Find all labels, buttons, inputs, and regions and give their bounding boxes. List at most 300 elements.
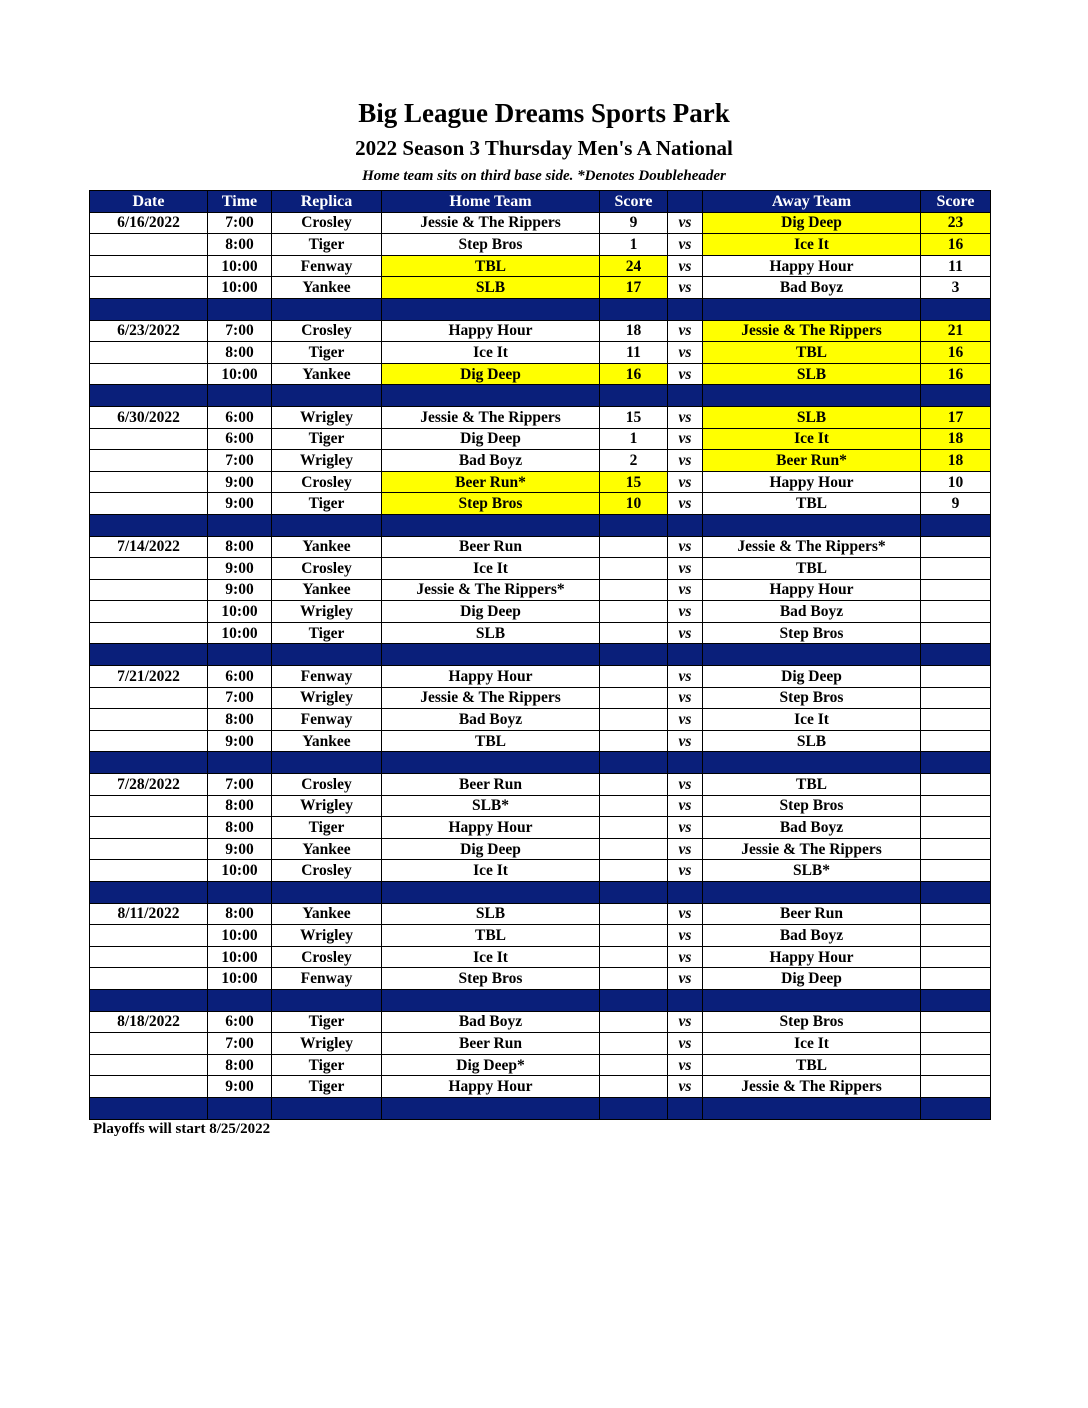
separator-cell: [208, 298, 272, 320]
away-score: [921, 579, 991, 601]
away-score: 18: [921, 428, 991, 450]
home-team: Dig Deep: [382, 838, 600, 860]
separator-cell: [90, 1097, 208, 1119]
separator-cell: [208, 752, 272, 774]
vs-label: vs: [668, 363, 703, 385]
game-row: [90, 255, 991, 277]
separator-cell: [668, 514, 703, 536]
vs-label: vs: [668, 558, 703, 580]
game-row: [90, 946, 991, 968]
separator-cell: [703, 298, 921, 320]
game-time: 6:00: [208, 666, 272, 688]
vs-label: vs: [668, 579, 703, 601]
away-team: Happy Hour: [703, 471, 921, 493]
game-date: 7/14/2022: [90, 536, 208, 558]
separator-cell: [703, 1097, 921, 1119]
game-date: [90, 795, 208, 817]
separator-cell: [921, 882, 991, 904]
game-row: [90, 579, 991, 601]
separator-cell: [90, 514, 208, 536]
separator-cell: [600, 644, 668, 666]
away-score: [921, 709, 991, 731]
game-time: 7:00: [208, 320, 272, 342]
away-score: 21: [921, 320, 991, 342]
away-score: [921, 687, 991, 709]
header-home-score: Score: [600, 191, 668, 213]
away-team: Bad Boyz: [703, 601, 921, 623]
home-score: [600, 903, 668, 925]
game-row: [90, 1076, 991, 1098]
separator-cell: [272, 385, 382, 407]
home-team: Jessie & The Rippers: [382, 687, 600, 709]
game-date: [90, 730, 208, 752]
vs-label: vs: [668, 709, 703, 731]
vs-label: vs: [668, 471, 703, 493]
game-row: [90, 1054, 991, 1076]
vs-label: vs: [668, 730, 703, 752]
game-row: [90, 234, 991, 256]
home-team: Step Bros: [382, 234, 600, 256]
game-replica: Fenway: [272, 709, 382, 731]
vs-label: vs: [668, 406, 703, 428]
home-team: Step Bros: [382, 968, 600, 990]
game-time: 10:00: [208, 622, 272, 644]
home-team: Bad Boyz: [382, 709, 600, 731]
game-time: 9:00: [208, 730, 272, 752]
game-replica: Fenway: [272, 255, 382, 277]
away-team: Dig Deep: [703, 968, 921, 990]
game-time: 10:00: [208, 925, 272, 947]
away-score: 23: [921, 212, 991, 234]
separator-cell: [703, 644, 921, 666]
game-date: [90, 925, 208, 947]
away-score: [921, 730, 991, 752]
away-team: SLB: [703, 730, 921, 752]
separator-cell: [703, 385, 921, 407]
game-replica: Wrigley: [272, 406, 382, 428]
separator-cell: [921, 298, 991, 320]
away-team: Dig Deep: [703, 666, 921, 688]
game-time: 6:00: [208, 406, 272, 428]
away-score: 9: [921, 493, 991, 515]
vs-label: vs: [668, 601, 703, 623]
game-time: 9:00: [208, 471, 272, 493]
away-team: SLB: [703, 363, 921, 385]
game-time: 9:00: [208, 838, 272, 860]
game-date: [90, 622, 208, 644]
home-team: Ice It: [382, 946, 600, 968]
game-replica: Crosley: [272, 946, 382, 968]
home-score: 2: [600, 450, 668, 472]
week-separator: [90, 989, 991, 1011]
away-score: [921, 1011, 991, 1033]
vs-label: vs: [668, 277, 703, 299]
game-row: [90, 558, 991, 580]
home-score: 15: [600, 406, 668, 428]
away-score: [921, 817, 991, 839]
home-team: SLB*: [382, 795, 600, 817]
game-row: [90, 601, 991, 623]
home-team: TBL: [382, 255, 600, 277]
home-team: Bad Boyz: [382, 450, 600, 472]
away-score: 16: [921, 363, 991, 385]
home-team: Beer Run: [382, 536, 600, 558]
game-date: 6/30/2022: [90, 406, 208, 428]
game-time: 9:00: [208, 579, 272, 601]
game-time: 10:00: [208, 363, 272, 385]
vs-label: vs: [668, 774, 703, 796]
away-score: [921, 838, 991, 860]
away-team: Dig Deep: [703, 212, 921, 234]
separator-cell: [600, 989, 668, 1011]
away-score: 17: [921, 406, 991, 428]
game-date: [90, 946, 208, 968]
game-date: 6/23/2022: [90, 320, 208, 342]
game-date: [90, 687, 208, 709]
separator-cell: [208, 882, 272, 904]
separator-cell: [921, 752, 991, 774]
vs-label: vs: [668, 860, 703, 882]
vs-label: vs: [668, 1033, 703, 1055]
home-score: [600, 1076, 668, 1098]
away-score: [921, 666, 991, 688]
game-date: [90, 601, 208, 623]
away-team: Ice It: [703, 709, 921, 731]
away-team: Step Bros: [703, 1011, 921, 1033]
page-subtitle: 2022 Season 3 Thursday Men's A National: [355, 136, 733, 160]
header-away-score: Score: [921, 191, 991, 213]
separator-cell: [703, 882, 921, 904]
away-score: [921, 1033, 991, 1055]
game-time: 7:00: [208, 1033, 272, 1055]
separator-cell: [668, 989, 703, 1011]
vs-label: vs: [668, 925, 703, 947]
away-score: [921, 774, 991, 796]
separator-cell: [90, 989, 208, 1011]
game-replica: Tiger: [272, 1011, 382, 1033]
game-row: [90, 838, 991, 860]
game-row: [90, 795, 991, 817]
away-team: Bad Boyz: [703, 817, 921, 839]
game-replica: Tiger: [272, 428, 382, 450]
separator-cell: [600, 514, 668, 536]
page-title: Big League Dreams Sports Park: [358, 98, 730, 128]
separator-cell: [272, 752, 382, 774]
game-time: 8:00: [208, 903, 272, 925]
game-replica: Tiger: [272, 1076, 382, 1098]
away-team: Beer Run*: [703, 450, 921, 472]
separator-cell: [382, 514, 600, 536]
separator-cell: [921, 989, 991, 1011]
separator-cell: [208, 514, 272, 536]
game-date: [90, 471, 208, 493]
separator-cell: [668, 385, 703, 407]
away-team: Happy Hour: [703, 255, 921, 277]
game-date: [90, 342, 208, 364]
game-row: [90, 730, 991, 752]
game-replica: Yankee: [272, 277, 382, 299]
game-date: [90, 493, 208, 515]
home-team: Happy Hour: [382, 666, 600, 688]
separator-cell: [703, 514, 921, 536]
away-score: 16: [921, 342, 991, 364]
separator-cell: [382, 298, 600, 320]
game-time: 10:00: [208, 255, 272, 277]
game-date: [90, 860, 208, 882]
footer-note: Playoffs will start 8/25/2022: [93, 1121, 271, 1137]
separator-cell: [668, 752, 703, 774]
home-score: [600, 709, 668, 731]
home-score: 17: [600, 277, 668, 299]
away-score: [921, 968, 991, 990]
separator-cell: [921, 644, 991, 666]
game-time: 7:00: [208, 687, 272, 709]
away-score: [921, 536, 991, 558]
header-vs: [668, 191, 703, 213]
separator-cell: [272, 298, 382, 320]
vs-label: vs: [668, 234, 703, 256]
home-team: Jessie & The Rippers*: [382, 579, 600, 601]
away-score: [921, 946, 991, 968]
home-team: Dig Deep: [382, 601, 600, 623]
game-row: [90, 406, 991, 428]
game-date: 7/28/2022: [90, 774, 208, 796]
game-row: [90, 536, 991, 558]
game-replica: Crosley: [272, 320, 382, 342]
game-replica: Yankee: [272, 903, 382, 925]
game-time: 8:00: [208, 1054, 272, 1076]
home-team: TBL: [382, 730, 600, 752]
header-replica: Replica: [272, 191, 382, 213]
game-replica: Wrigley: [272, 925, 382, 947]
separator-cell: [668, 1097, 703, 1119]
home-score: 1: [600, 234, 668, 256]
away-team: Happy Hour: [703, 579, 921, 601]
game-time: 8:00: [208, 342, 272, 364]
home-score: [600, 946, 668, 968]
home-score: [600, 860, 668, 882]
away-team: TBL: [703, 342, 921, 364]
separator-cell: [90, 752, 208, 774]
header-away-team: Away Team: [703, 191, 921, 213]
header-time: Time: [208, 191, 272, 213]
away-team: Ice It: [703, 428, 921, 450]
away-score: 16: [921, 234, 991, 256]
game-date: 8/18/2022: [90, 1011, 208, 1033]
separator-cell: [272, 1097, 382, 1119]
away-score: 18: [921, 450, 991, 472]
game-row: [90, 968, 991, 990]
home-score: [600, 558, 668, 580]
home-team: Happy Hour: [382, 1076, 600, 1098]
separator-cell: [272, 989, 382, 1011]
game-row: [90, 342, 991, 364]
separator-cell: [272, 644, 382, 666]
game-replica: Wrigley: [272, 1033, 382, 1055]
home-score: [600, 622, 668, 644]
game-row: [90, 709, 991, 731]
away-team: Step Bros: [703, 687, 921, 709]
game-time: 8:00: [208, 709, 272, 731]
game-date: [90, 450, 208, 472]
separator-cell: [382, 989, 600, 1011]
home-team: Beer Run: [382, 1033, 600, 1055]
away-score: [921, 925, 991, 947]
header-home-team: Home Team: [382, 191, 600, 213]
separator-cell: [208, 385, 272, 407]
separator-cell: [90, 298, 208, 320]
home-score: [600, 968, 668, 990]
vs-label: vs: [668, 946, 703, 968]
home-score: [600, 795, 668, 817]
game-row: [90, 493, 991, 515]
game-time: 8:00: [208, 817, 272, 839]
week-separator: [90, 752, 991, 774]
week-separator: [90, 644, 991, 666]
home-team: Step Bros: [382, 493, 600, 515]
home-score: 1: [600, 428, 668, 450]
away-score: [921, 903, 991, 925]
game-time: 8:00: [208, 234, 272, 256]
game-time: 9:00: [208, 493, 272, 515]
vs-label: vs: [668, 493, 703, 515]
separator-cell: [382, 752, 600, 774]
game-date: 8/11/2022: [90, 903, 208, 925]
away-score: [921, 601, 991, 623]
game-replica: Yankee: [272, 363, 382, 385]
home-score: 16: [600, 363, 668, 385]
vs-label: vs: [668, 255, 703, 277]
away-team: SLB: [703, 406, 921, 428]
game-replica: Yankee: [272, 730, 382, 752]
separator-cell: [90, 644, 208, 666]
week-separator: [90, 514, 991, 536]
vs-label: vs: [668, 212, 703, 234]
separator-cell: [90, 882, 208, 904]
separator-cell: [208, 644, 272, 666]
separator-cell: [921, 385, 991, 407]
game-replica: Tiger: [272, 234, 382, 256]
game-replica: Wrigley: [272, 687, 382, 709]
home-team: Dig Deep: [382, 428, 600, 450]
vs-label: vs: [668, 1054, 703, 1076]
away-score: 11: [921, 255, 991, 277]
schedule-table: [89, 190, 991, 1120]
game-row: [90, 666, 991, 688]
game-replica: Yankee: [272, 579, 382, 601]
vs-label: vs: [668, 968, 703, 990]
home-score: 24: [600, 255, 668, 277]
game-time: 7:00: [208, 450, 272, 472]
game-date: [90, 234, 208, 256]
separator-cell: [382, 385, 600, 407]
home-score: [600, 1011, 668, 1033]
separator-cell: [382, 1097, 600, 1119]
vs-label: vs: [668, 536, 703, 558]
away-team: Jessie & The Rippers: [703, 320, 921, 342]
game-time: 10:00: [208, 860, 272, 882]
away-score: [921, 795, 991, 817]
home-score: [600, 687, 668, 709]
away-team: Step Bros: [703, 795, 921, 817]
home-score: [600, 666, 668, 688]
away-team: Ice It: [703, 234, 921, 256]
separator-cell: [668, 298, 703, 320]
game-replica: Yankee: [272, 838, 382, 860]
game-date: [90, 709, 208, 731]
week-separator: [90, 882, 991, 904]
away-team: TBL: [703, 1054, 921, 1076]
home-team: Dig Deep*: [382, 1054, 600, 1076]
separator-cell: [208, 1097, 272, 1119]
separator-cell: [921, 514, 991, 536]
home-score: [600, 925, 668, 947]
home-score: [600, 601, 668, 623]
game-date: [90, 817, 208, 839]
separator-cell: [600, 385, 668, 407]
away-score: [921, 622, 991, 644]
game-row: [90, 277, 991, 299]
game-time: 10:00: [208, 601, 272, 623]
home-score: [600, 536, 668, 558]
game-replica: Crosley: [272, 774, 382, 796]
game-row: [90, 817, 991, 839]
game-row: [90, 320, 991, 342]
home-team: Jessie & The Rippers: [382, 212, 600, 234]
home-score: 10: [600, 493, 668, 515]
game-date: [90, 838, 208, 860]
game-date: [90, 1076, 208, 1098]
game-date: [90, 968, 208, 990]
separator-cell: [382, 644, 600, 666]
game-time: 6:00: [208, 428, 272, 450]
week-separator: [90, 1097, 991, 1119]
home-team: Ice It: [382, 342, 600, 364]
game-date: [90, 277, 208, 299]
game-row: [90, 774, 991, 796]
vs-label: vs: [668, 838, 703, 860]
home-score: [600, 1033, 668, 1055]
vs-label: vs: [668, 903, 703, 925]
away-team: Happy Hour: [703, 946, 921, 968]
game-row: [90, 212, 991, 234]
game-row: [90, 1011, 991, 1033]
game-row: [90, 428, 991, 450]
separator-cell: [272, 882, 382, 904]
game-replica: Crosley: [272, 471, 382, 493]
vs-label: vs: [668, 320, 703, 342]
separator-cell: [600, 882, 668, 904]
game-row: [90, 471, 991, 493]
home-team: SLB: [382, 277, 600, 299]
separator-cell: [703, 989, 921, 1011]
game-date: [90, 1054, 208, 1076]
away-team: Step Bros: [703, 622, 921, 644]
game-time: 8:00: [208, 536, 272, 558]
home-team: Ice It: [382, 860, 600, 882]
away-team: Bad Boyz: [703, 277, 921, 299]
home-score: 15: [600, 471, 668, 493]
game-replica: Tiger: [272, 817, 382, 839]
game-time: 9:00: [208, 1076, 272, 1098]
separator-cell: [90, 385, 208, 407]
game-replica: Wrigley: [272, 450, 382, 472]
home-team: Ice It: [382, 558, 600, 580]
game-row: [90, 860, 991, 882]
home-score: 11: [600, 342, 668, 364]
home-team: Happy Hour: [382, 320, 600, 342]
game-replica: Tiger: [272, 342, 382, 364]
